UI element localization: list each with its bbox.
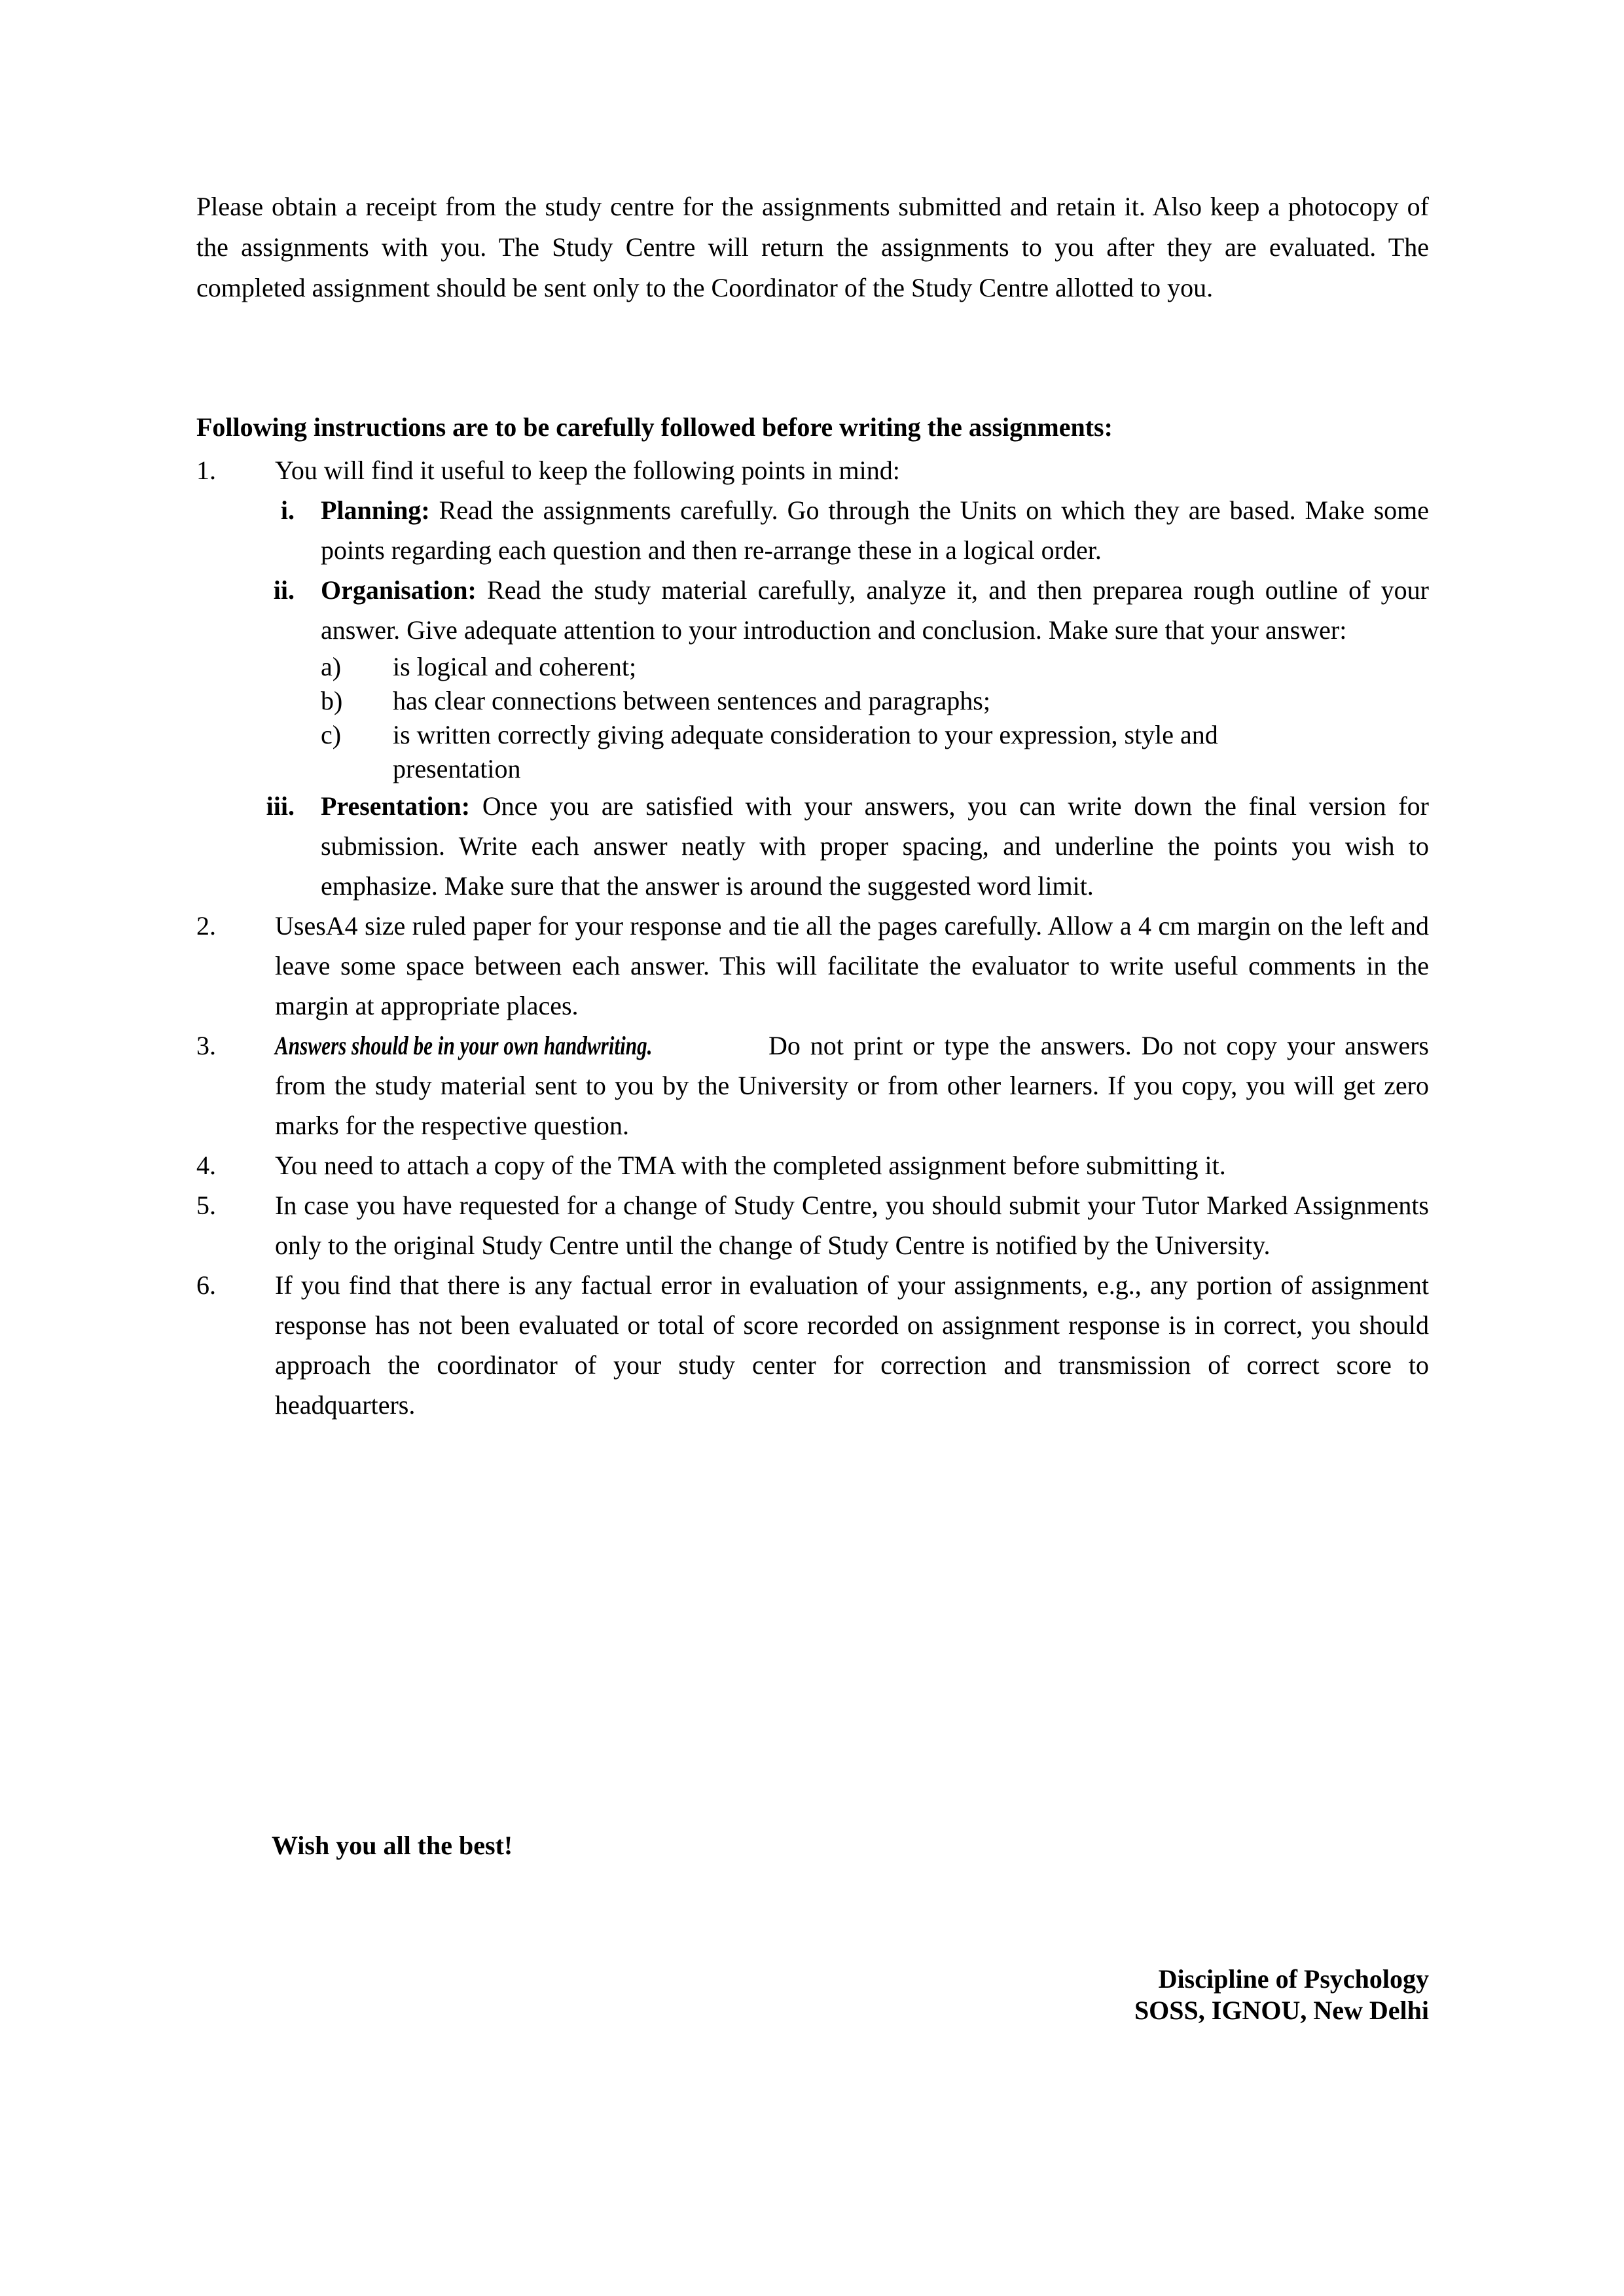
list-item-text: Read the study material carefully, analyze it, and then preparea rough outline of your answer. Give adequate attention to your introduction and conclusion. Make sure that your answer: <box>321 575 1429 645</box>
list-item-text: You need to attach a copy of the TMA with the completed assignment before submitting it. <box>275 1151 1226 1180</box>
instructions-heading: Following instructions are to be carefully followed before writing the assignments: <box>196 412 1113 442</box>
signature-line-2: SOSS, IGNOU, New Delhi <box>1134 1996 1429 2025</box>
list-item-marker: a) <box>321 652 342 681</box>
list-item-text: Do not print or type the answers. Do not copy your answers from the study material sent to you by the University or from other learners. If you copy, you will get zero marks for the respective question. <box>275 1031 1429 1140</box>
list-item-text: In case you have requested for a change of Study Centre, you should submit your Tutor Marked Assignments only to the original Study Centre until the change of Study Centre is notified by the University. <box>275 1191 1429 1260</box>
list-item-label: Planning: <box>321 495 430 525</box>
list-item-marker: 1. <box>196 456 216 485</box>
list-item <box>196 786 1429 906</box>
list-item-label: Presentation: <box>321 791 471 821</box>
list-item <box>196 1026 1429 1145</box>
list-item-marker: i. <box>280 495 295 525</box>
list-item <box>196 906 1429 1026</box>
list-item-text: If you find that there is any factual error in evaluation of your assignments, e.g., any portion of assignment response has not been evaluated or total of score recorded on assignment response is in correct, you should approach the coordinator of your study center for correction and transmission of correct score to headquarters. <box>275 1270 1429 1420</box>
closing-message: Wish you all the best! <box>272 1831 513 1860</box>
list-item-marker: 5. <box>196 1191 216 1220</box>
list-item <box>196 718 1429 786</box>
list-item-marker: b) <box>321 686 343 715</box>
list-item <box>196 490 1429 570</box>
list-item <box>196 1145 1429 1185</box>
list-item-text-continuation: presentation <box>393 754 521 783</box>
list-item-marker: 3. <box>196 1031 216 1060</box>
list-item-text: UsesA4 size ruled paper for your response and tie all the pages carefully. Allow a 4 cm margin on the left and leave some space between each answer. This will facilitate the evaluator to write useful comments in the margin at appropriate places. <box>275 911 1429 1020</box>
signature-block <box>196 1964 1429 2026</box>
list-item-marker: iii. <box>266 791 295 821</box>
list-item <box>196 684 1429 718</box>
instructions-list <box>196 450 1429 1425</box>
list-item <box>196 650 1429 684</box>
document-page <box>196 0 1429 2296</box>
signature-line-1: Discipline of Psychology <box>1158 1964 1429 1994</box>
list-item <box>196 1265 1429 1425</box>
list-item-text: is written correctly giving adequate consideration to your expression, style and <box>393 720 1218 749</box>
list-item-emphasis: Answers should be in your own handwriting. <box>275 1031 653 1060</box>
list-item-text: Once you are satisfied with your answers, you can write down the final version for submission. Write each answer neatly with proper spacing, and underline the points you wish to emphasize. Make sure that the answer is around the suggested word limit. <box>321 791 1429 901</box>
list-item-label: Organisation: <box>321 575 477 605</box>
list-item-marker: ii. <box>273 575 295 605</box>
list-item-marker: 2. <box>196 911 216 941</box>
list-item-marker: c) <box>321 720 342 749</box>
list-item <box>196 570 1429 650</box>
list-item-text: Read the assignments carefully. Go through the Units on which they are based. Make some points regarding each question and then re-arrange these in a logical order. <box>321 495 1430 565</box>
list-item <box>196 450 1429 490</box>
list-item-text: You will find it useful to keep the following points in mind: <box>275 456 900 485</box>
list-item-text: is logical and coherent; <box>393 652 637 681</box>
list-item-text: has clear connections between sentences and paragraphs; <box>393 686 990 715</box>
list-item-marker: 4. <box>196 1151 216 1180</box>
list-item-marker: 6. <box>196 1270 216 1300</box>
list-item <box>196 1185 1429 1265</box>
intro-paragraph: Please obtain a receipt from the study centre for the assignments submitted and retain it. Also keep a photocopy of the assignments with you. The Study Centre will return the assignments to you after they are evaluated. The completed assignment should be sent only to the Coordinator of the Study Centre allotted to you. <box>196 192 1429 302</box>
